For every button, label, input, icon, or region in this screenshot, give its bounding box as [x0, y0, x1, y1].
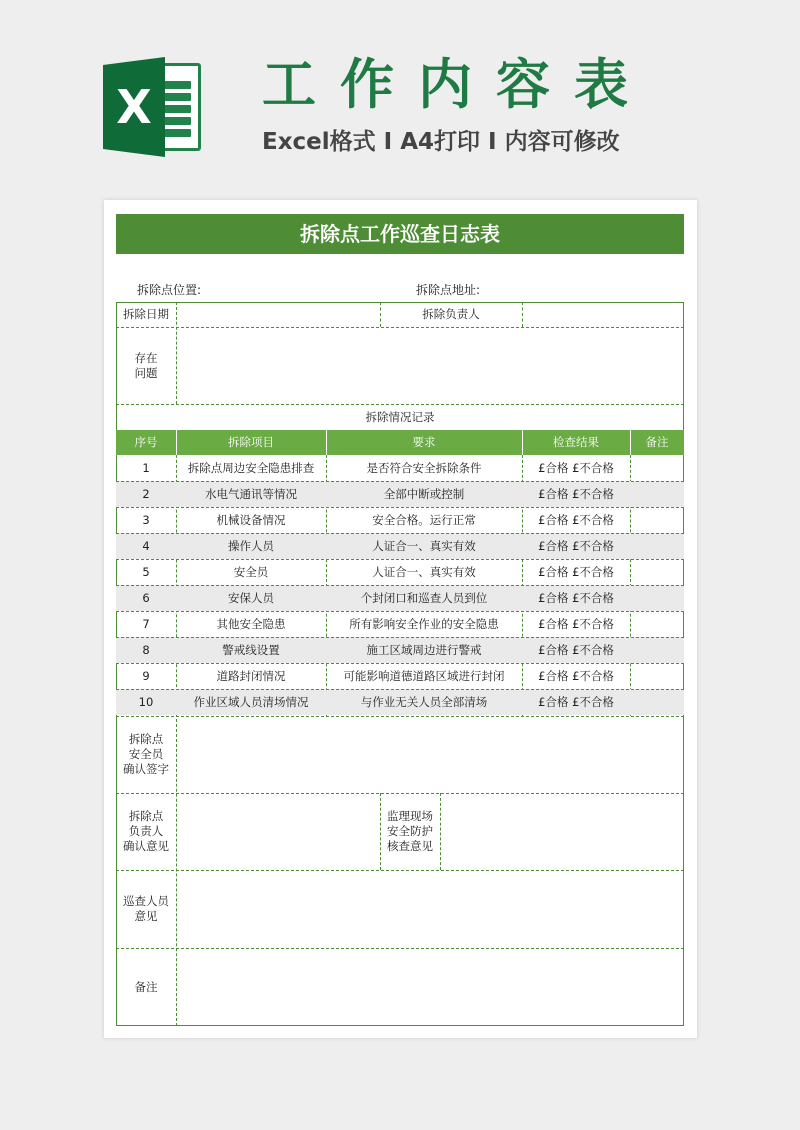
records-label: 拆除情况记录 [365, 409, 435, 424]
row-no: 1 [142, 461, 150, 475]
col-header-remark: 备注 [645, 435, 669, 449]
row-result-checkboxes[interactable]: £合格 £不合格 [538, 669, 614, 683]
row-no: 5 [142, 565, 150, 579]
col-header-no: 序号 [134, 435, 158, 449]
row-item: 警戒线设置 [222, 643, 280, 657]
demolition-owner-field[interactable] [522, 302, 684, 327]
safety-officer-field[interactable] [176, 716, 684, 793]
row-requirement: 可能影响道德道路区域进行封闭 [343, 669, 505, 683]
row-requirement: 全部中断或控制 [383, 487, 465, 501]
row-result-checkboxes[interactable]: £合格 £不合格 [538, 513, 614, 527]
supervisor-label: 监理现场 安全防护 核查意见 [387, 809, 433, 853]
row-requirement: 人证合一、真实有效 [372, 565, 476, 579]
address-label: 拆除点地址: [416, 283, 481, 297]
page-subtitle: Excel格式 I A4打印 I 内容可修改 [262, 129, 620, 155]
row-item: 机械设备情况 [216, 513, 286, 527]
row-requirement: 是否符合安全拆除条件 [366, 461, 482, 475]
excel-logo-letter: X [116, 80, 152, 134]
demolition-date-label: 拆除日期 [123, 307, 169, 321]
location-label: 拆除点位置: [137, 283, 202, 297]
row-item: 安全员 [233, 565, 269, 579]
row-no: 7 [142, 617, 150, 631]
row-item: 拆除点周边安全隐患排查 [187, 461, 315, 475]
safety-officer-label: 拆除点 安全员 确认签字 [123, 732, 169, 776]
page-title: 工作内容表 [262, 53, 652, 116]
form-title: 拆除点工作巡查日志表 [116, 214, 684, 254]
row-item: 操作人员 [228, 539, 274, 553]
row-no: 3 [142, 513, 150, 527]
row-requirement: 个封闭口和巡查人员到位 [360, 591, 488, 605]
owner-opinion-label: 拆除点 负责人 确认意见 [123, 809, 169, 853]
excel-icon [103, 57, 201, 157]
row-no: 8 [142, 643, 150, 657]
row-item: 道路封闭情况 [216, 669, 286, 683]
row-item: 安保人员 [228, 591, 274, 605]
row-item: 作业区域人员清场情况 [193, 695, 309, 709]
row-result-checkboxes[interactable]: £合格 £不合格 [538, 617, 614, 631]
row-requirement: 所有影响安全作业的安全隐患 [349, 617, 499, 631]
row-result-checkboxes[interactable]: £合格 £不合格 [538, 591, 614, 605]
remarks-label: 备注 [134, 979, 158, 994]
row-requirement: 施工区域周边进行警戒 [366, 643, 482, 657]
row-no: 6 [142, 591, 150, 605]
patrol-field[interactable] [176, 870, 684, 948]
patrol-label: 巡查人员 意见 [123, 894, 169, 923]
banner [0, 0, 800, 200]
form-paper [104, 200, 697, 1038]
row-result-checkboxes[interactable]: £合格 £不合格 [538, 695, 614, 709]
row-item: 水电气通讯等情况 [205, 487, 297, 501]
row-requirement: 安全合格。运行正常 [372, 513, 476, 527]
row-requirement: 与作业无关人员全部清场 [360, 695, 488, 709]
row-result-checkboxes[interactable]: £合格 £不合格 [538, 565, 614, 579]
col-header-item: 拆除项目 [228, 435, 274, 449]
issues-field[interactable] [176, 327, 684, 404]
col-header-requirement: 要求 [412, 435, 436, 449]
row-result-checkboxes[interactable]: £合格 £不合格 [538, 487, 614, 501]
remarks-field[interactable] [176, 948, 684, 1026]
row-result-checkboxes[interactable]: £合格 £不合格 [538, 643, 614, 657]
row-result-checkboxes[interactable]: £合格 £不合格 [538, 539, 614, 553]
row-no: 10 [138, 695, 154, 709]
issues-label: 存在 问题 [134, 350, 158, 380]
owner-opinion-field[interactable] [176, 793, 380, 870]
row-no: 2 [142, 487, 150, 501]
col-header-result: 检查结果 [553, 435, 599, 449]
demolition-date-field[interactable] [176, 302, 380, 327]
demolition-owner-label: 拆除负责人 [422, 307, 480, 321]
row-item: 其他安全隐患 [216, 617, 286, 631]
row-no: 4 [142, 539, 150, 553]
row-result-checkboxes[interactable]: £合格 £不合格 [538, 461, 614, 475]
row-no: 9 [142, 669, 150, 683]
supervisor-field[interactable] [440, 793, 684, 870]
row-requirement: 人证合一、真实有效 [372, 539, 476, 553]
